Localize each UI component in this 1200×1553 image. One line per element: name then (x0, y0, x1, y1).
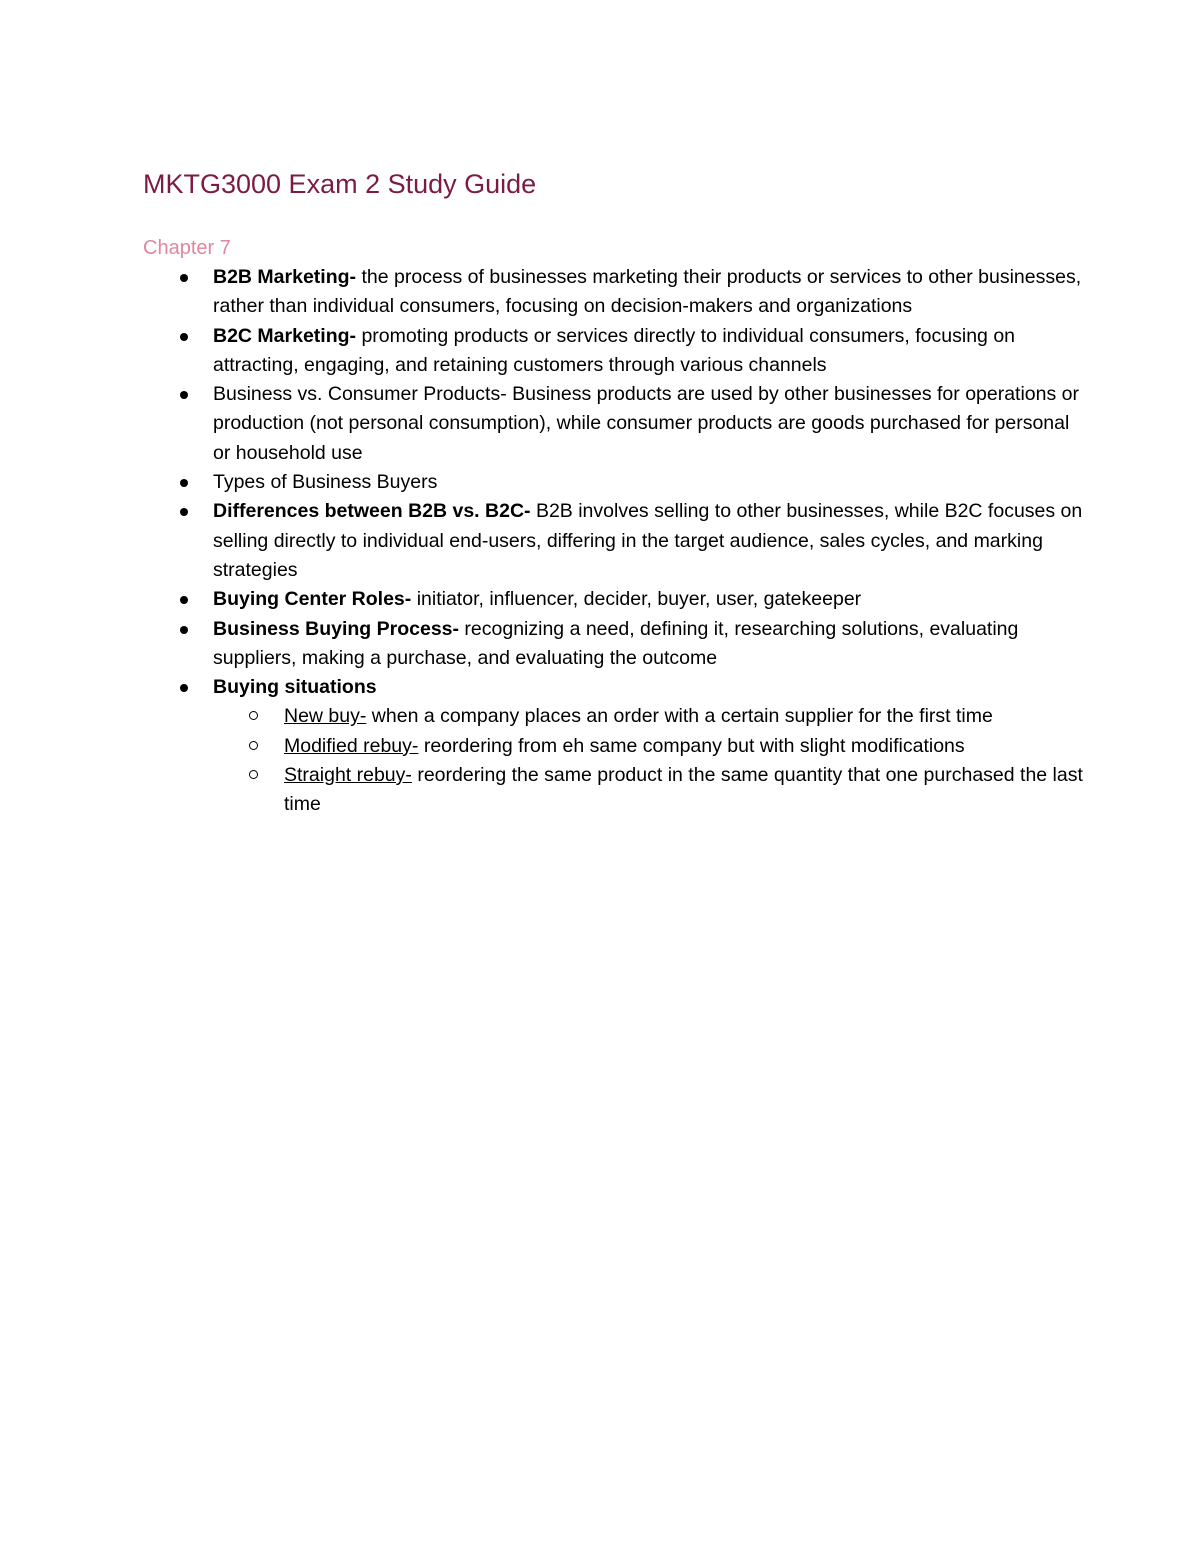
item-term: Business Buying Process- (213, 617, 459, 640)
bullet-icon (180, 479, 188, 487)
sub-bullet-list (213, 702, 1083, 819)
bullet-icon (180, 274, 188, 282)
list-item (213, 615, 1083, 674)
sub-list-item (284, 761, 1083, 820)
list-item (213, 585, 1083, 614)
item-text: Business vs. Consumer Products- Business products are used by other businesses for operations or production (not personal consumption), while consumer products are goods purchased for personal or household use (213, 383, 1080, 464)
sub-item-text: reordering the same product in the same quantity that one purchased the last time (284, 764, 1083, 816)
item-text: promoting products or services directly to individual consumers, focusing on attracting, engaging, and retaining customers through various channels (213, 324, 1016, 376)
sub-list-item (284, 732, 1083, 761)
sub-item-text: reordering from eh same company but with slight modifications (418, 734, 965, 757)
hollow-bullet-icon (249, 770, 258, 779)
item-term: B2C Marketing- (213, 324, 357, 347)
bullet-icon (180, 508, 188, 516)
hollow-bullet-icon (249, 711, 258, 720)
item-term: Buying Center Roles- (213, 588, 412, 611)
list-item (213, 468, 1083, 497)
item-text: Types of Business Buyers (213, 471, 438, 494)
item-text: initiator, influencer, decider, buyer, user, gatekeeper (411, 588, 862, 611)
item-term: Differences between B2B vs. B2C- (213, 500, 531, 523)
bullet-list (213, 263, 1083, 820)
item-term: B2B Marketing- (213, 266, 357, 288)
sub-list-item (284, 702, 1083, 731)
document-title: MKTG3000 Exam 2 Study Guide (143, 169, 537, 199)
bullet-icon (180, 626, 188, 634)
list-item (213, 380, 1083, 468)
bullet-icon (180, 333, 188, 341)
chapter-heading: Chapter 7 (143, 237, 231, 259)
hollow-bullet-icon (249, 741, 258, 750)
sub-item-text: when a company places an order with a certain supplier for the first time (366, 705, 993, 728)
list-item (213, 263, 1083, 322)
list-item (213, 497, 1083, 585)
item-text: recognizing a need, defining it, researching solutions, evaluating suppliers, making a purchase, and evaluating the outcome (213, 617, 1019, 669)
bullet-icon (180, 596, 188, 604)
bullet-icon (180, 684, 188, 692)
sub-item-term: Straight rebuy- (284, 764, 412, 787)
bullet-icon (180, 391, 188, 399)
item-text: the process of businesses marketing their products or services to other businesses, rather than individual consumers, focusing on decision-makers and organizations (213, 266, 1082, 318)
list-item (213, 673, 1083, 819)
item-term: Buying situations (213, 676, 377, 699)
sub-item-term: Modified rebuy- (284, 734, 419, 757)
list-item (213, 322, 1083, 381)
sub-item-term: New buy- (284, 705, 367, 728)
item-text: B2B involves selling to other businesses, while B2C focuses on selling directly to individual end-users, differing in the target audience, sales cycles, and marking strategies (213, 500, 1083, 581)
